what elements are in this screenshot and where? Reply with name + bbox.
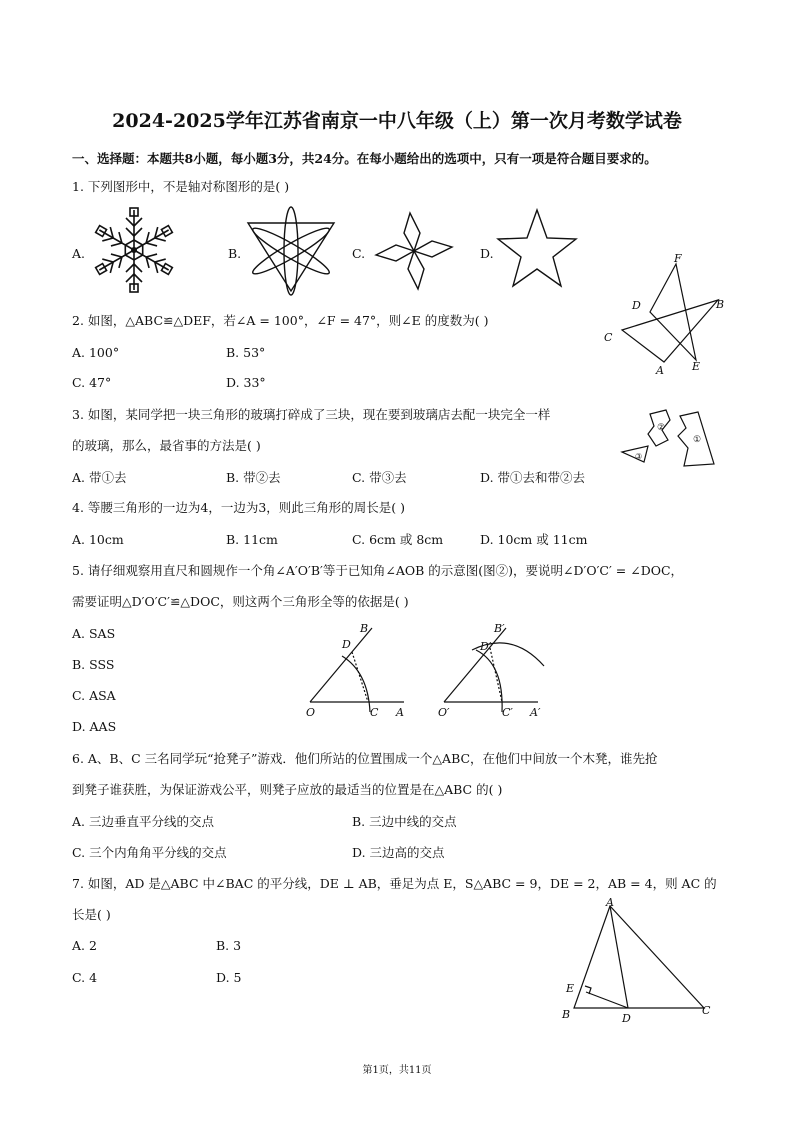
label-D: D xyxy=(622,1012,631,1025)
page-title: 2024-2025学年江苏省南京一中八年级（上）第一次月考数学试卷 xyxy=(112,110,682,132)
q4-option-d: D. 10cm 或 11cm xyxy=(480,532,588,547)
q3-option-a: A. 带①去 xyxy=(72,470,127,485)
q5-left-figure xyxy=(298,616,416,720)
q5-right-figure xyxy=(432,616,554,720)
label-A: A xyxy=(606,896,614,909)
section-heading: 一、选择题：本题共8小题，每小题3分，共24分。在每小题给出的选项中，只有一项是符合题目要求的。 xyxy=(72,151,657,166)
label-C: C xyxy=(604,331,613,344)
label-B-prime: B′ xyxy=(494,622,505,635)
label-A: A xyxy=(656,364,664,377)
question-3-stem-line1: 3. 如图，某同学把一块三角形的玻璃打碎成了三块，现在要到玻璃店去配一块完全一样 xyxy=(72,407,551,422)
label-A: A xyxy=(396,706,404,719)
q7-option-d: D. 5 xyxy=(216,970,242,985)
label-D: D xyxy=(632,299,641,312)
q1-option-c: C. xyxy=(352,246,366,261)
label-B: B xyxy=(562,1008,571,1021)
question-7-stem-line2: 长是( ) xyxy=(72,907,111,922)
label-C: C xyxy=(370,706,379,719)
q6-option-a: A. 三边垂直平分线的交点 xyxy=(72,814,214,829)
label-E: E xyxy=(566,982,575,995)
pinwheel-figure xyxy=(366,206,462,296)
q7-triangle-figure xyxy=(554,894,724,1026)
q3-option-c: C. 带③去 xyxy=(352,470,407,485)
question-5-stem-line1: 5. 请仔细观察用直尺和圆规作一个角∠A′O′B′等于已知角∠AOB 的示意图(图②)，要说明∠D′O′C′ = ∠DOC， xyxy=(72,563,684,578)
label-D-prime: D′ xyxy=(480,640,492,653)
label-E: E xyxy=(692,360,701,373)
q3-broken-glass-figure xyxy=(618,406,722,470)
question-4-stem: 4. 等腰三角形的一边为4，一边为3，则此三角形的周长是( ) xyxy=(72,500,406,515)
q2-congruent-triangles-figure xyxy=(596,250,736,378)
label-F: F xyxy=(674,252,682,265)
q5-option-b: B. SSS xyxy=(72,657,115,672)
label-A-prime: A′ xyxy=(530,706,541,719)
q3-option-b: B. 带②去 xyxy=(226,470,281,485)
label-piece-1: ① xyxy=(693,435,702,445)
q5-option-d: D. AAS xyxy=(72,719,117,734)
q1-option-b: B. xyxy=(228,246,242,261)
label-C: C xyxy=(702,1004,711,1017)
q4-option-c: C. 6cm 或 8cm xyxy=(352,532,444,547)
q2-option-a: A. 100° xyxy=(72,345,120,360)
q2-option-c: C. 47° xyxy=(72,375,112,390)
label-piece-3: ③ xyxy=(635,452,643,461)
question-7-stem-line1: 7. 如图，AD 是△ABC 中∠BAC 的平分线，DE ⊥ AB，垂足为点 E，S△ABC = 9，DE = 2，AB = 4，则 AC 的 xyxy=(72,876,717,891)
q5-option-c: C. ASA xyxy=(72,688,116,703)
question-6-stem-line1: 6. A、B、C 三名同学玩“抢凳子”游戏．他们所站的位置围成一个△ABC，在他们中间放一个木凳，谁先抢 xyxy=(72,751,658,766)
question-2-stem: 2. 如图，△ABC≌△DEF，若∠A = 100°，∠F = 47°，则∠E 的度数为( ) xyxy=(72,313,489,328)
q7-option-b: B. 3 xyxy=(216,938,242,953)
label-B: B xyxy=(360,622,369,635)
label-C-prime: C′ xyxy=(502,706,513,719)
snowflake-figure xyxy=(88,204,180,296)
star-figure xyxy=(494,206,580,292)
question-1-stem: 1. 下列图形中，不是轴对称图形的是( ) xyxy=(72,179,290,194)
q7-option-a: A. 2 xyxy=(72,938,97,953)
q2-option-b: B. 53° xyxy=(226,345,266,360)
label-B: B xyxy=(716,298,725,311)
label-O-prime: O′ xyxy=(438,706,450,719)
q5-option-a: A. SAS xyxy=(72,626,116,641)
question-5-stem-line2: 需要证明△D′O′C′≌△DOC，则这两个三角形全等的依据是( ) xyxy=(72,594,409,609)
label-D: D xyxy=(342,638,351,651)
q1-option-a: A. xyxy=(72,246,86,261)
q2-option-d: D. 33° xyxy=(226,375,266,390)
triangle-ellipse-figure xyxy=(240,203,342,299)
q3-option-d: D. 带①去和带②去 xyxy=(480,470,586,485)
label-piece-2: ② xyxy=(657,423,666,433)
q6-option-d: D. 三边高的交点 xyxy=(352,845,445,860)
question-6-stem-line2: 到凳子谁获胜，为保证游戏公平，则凳子应放的最适当的位置是在△ABC 的( ) xyxy=(72,782,503,797)
q7-option-c: C. 4 xyxy=(72,970,98,985)
q6-option-b: B. 三边中线的交点 xyxy=(352,814,457,829)
label-O: O xyxy=(306,706,316,719)
q4-option-a: A. 10cm xyxy=(72,532,124,547)
q1-option-d: D. xyxy=(480,246,494,261)
q6-option-c: C. 三个内角角平分线的交点 xyxy=(72,845,227,860)
question-3-stem-line2: 的玻璃，那么，最省事的方法是( ) xyxy=(72,438,261,453)
page-footer: 第1页，共11页 xyxy=(362,1065,432,1076)
q4-option-b: B. 11cm xyxy=(226,532,278,547)
